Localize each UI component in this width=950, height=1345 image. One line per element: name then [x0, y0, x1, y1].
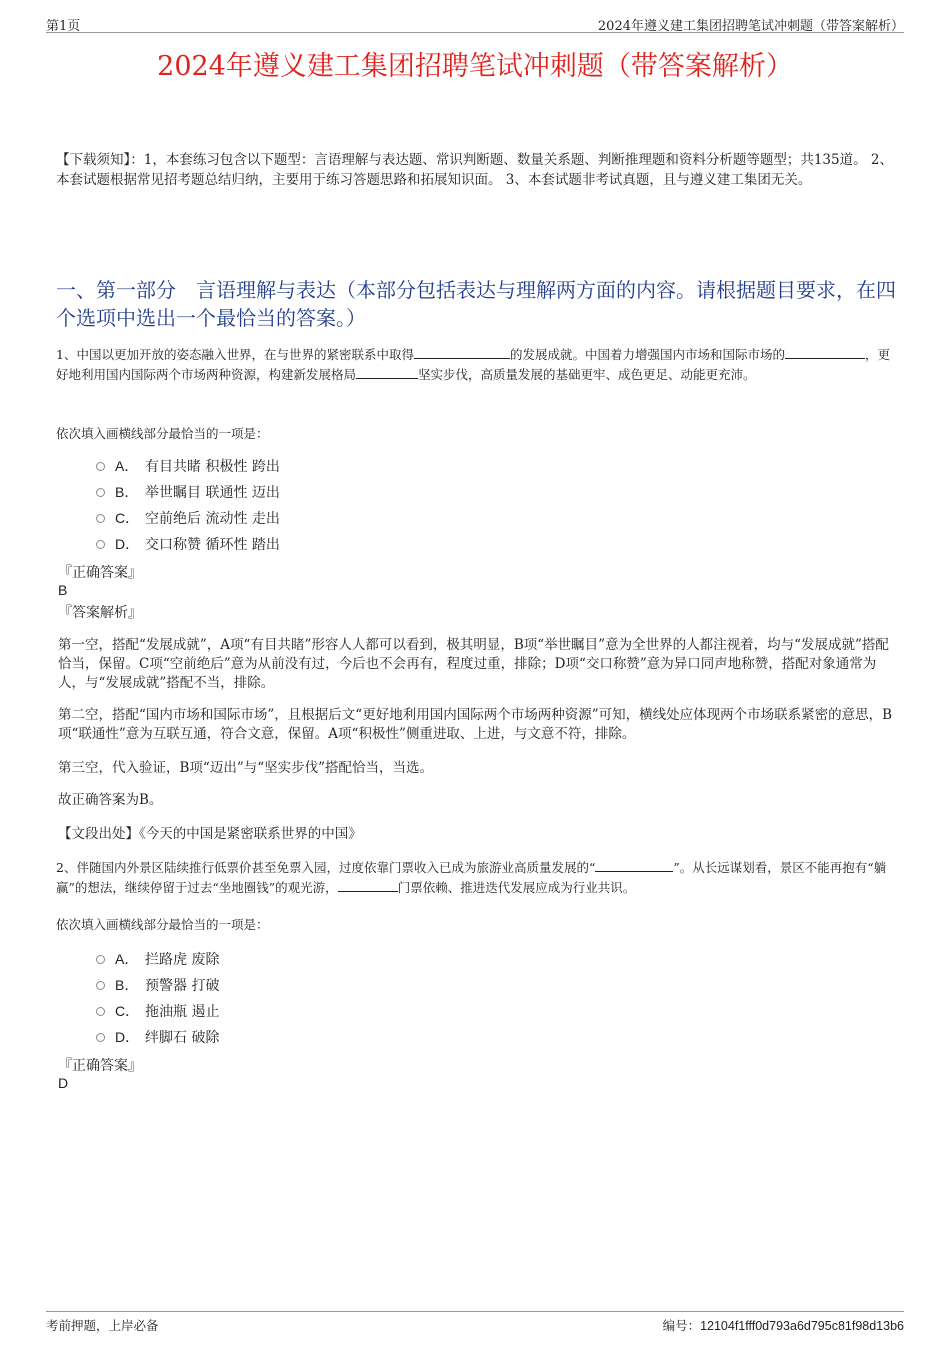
option-b[interactable]: B． 举世瞩目 联通性 迈出: [96, 479, 280, 505]
header-doc-title: 2024年遵义建工集团招聘笔试冲刺题（带答案解析）: [597, 19, 904, 34]
radio-icon[interactable]: [96, 1033, 105, 1042]
option-b[interactable]: B． 预警器 打破: [96, 972, 219, 998]
option-d[interactable]: D． 交口称赞 循环性 踏出: [96, 531, 280, 557]
question-1-prompt: 依次填入画横线部分最恰当的一项是：: [56, 426, 269, 441]
blank: [356, 366, 418, 379]
download-notice: 【下载须知】：1，本套练习包含以下题型：言语理解与表达题、常识判断题、数量关系题、判断推理题和资料分析题等题型；共135道。 2、本套试题根据常见招考题总结归纳，主要用于练习答题思路和拓展知识面。 3、本套试题非考试真题，且与遵义建工集团无关。: [56, 152, 893, 188]
radio-icon[interactable]: [96, 1007, 105, 1016]
question-2-options: [96, 946, 219, 1050]
radio-icon[interactable]: [96, 981, 105, 990]
option-d[interactable]: D． 绊脚石 破除: [96, 1024, 219, 1050]
radio-icon[interactable]: [96, 955, 105, 964]
radio-icon[interactable]: [96, 514, 105, 523]
correct-answer-label: 『正确答案』: [58, 565, 142, 581]
analysis-paragraph-2: 第二空，搭配“国内市场和国际市场”，且根据后文“更好地利用国内国际两个市场两种资源”可知，横线处应体现两个市场联系紧密的意思，B项“联通性”意为互联互通，符合文意，保留。A项“积极性”侧重进取、上进，与文意不符，排除。: [58, 707, 893, 742]
correct-answer: B: [58, 582, 68, 598]
option-c[interactable]: C． 拖油瓶 遏止: [96, 998, 219, 1024]
question-1-stem: 1、中国以更加开放的姿态融入世界，在与世界的紧密联系中取得 的发展成就。中国着力增强国内市场和国际市场的 ，更好地利用国内国际两个市场两种资源，构建新发展格局 坚实步伐，高质量发展的基础更牢、成色更足、动能更充沛。: [56, 347, 890, 382]
analysis-label: 『答案解析』: [58, 605, 142, 621]
document-title: 2024年遵义建工集团招聘笔试冲刺题（带答案解析）: [157, 51, 793, 82]
correct-answer-label: 『正确答案』: [58, 1058, 142, 1074]
blank: [785, 346, 865, 359]
blank: [414, 346, 510, 359]
page-footer: [46, 1311, 904, 1332]
analysis-conclusion: 故正确答案为B。: [58, 792, 163, 808]
footer-slogan: 考前押题，上岸必备: [46, 1318, 159, 1333]
option-c[interactable]: C． 空前绝后 流动性 走出: [96, 505, 280, 531]
blank: [338, 879, 398, 892]
radio-icon[interactable]: [96, 488, 105, 497]
analysis-paragraph-3: 第三空，代入验证，B项“迈出”与“坚实步伐”搭配恰当，当选。: [58, 760, 434, 776]
question-2-prompt: 依次填入画横线部分最恰当的一项是：: [56, 917, 269, 932]
section-title: 一、第一部分 言语理解与表达（本部分包括表达与理解两方面的内容。请根据题目要求，在四个选项中选出一个最恰当的答案。）: [56, 278, 896, 330]
option-a[interactable]: A． 有目共睹 积极性 跨出: [96, 453, 280, 479]
document-code: 编号：12104f1fff0d793a6d795c81f98d13b6: [662, 1318, 904, 1333]
question-1-options: [96, 453, 280, 557]
question-2-stem: 2、伴随国内外景区陆续推行低票价甚至免票入园，过度依靠门票收入已成为旅游业高质量发展的“ ”。从长远谋划看，景区不能再抱有“躺赢”的想法，继续停留于过去“坐地圈钱”的观光游， 门票依赖、推进迭代发展应成为行业共识。: [56, 860, 887, 895]
radio-icon[interactable]: [96, 540, 105, 549]
blank: [595, 859, 673, 872]
analysis-paragraph-1: 第一空，搭配“发展成就”，A项“有目共睹”形容人人都可以看到，极其明显，B项“举世瞩目”意为全世界的人都注视着，均与“发展成就”搭配恰当，保留。C项“空前绝后”意为从前没有过，今后也不会再有，程度过重，排除；D项“交口称赞”意为异口同声地称赞，搭配对象通常为人，与“发展成就”搭配不当，排除。: [58, 637, 889, 691]
correct-answer: D: [58, 1075, 69, 1091]
source-note: 【文段出处】《今天的中国是紧密联系世界的中国》: [58, 826, 362, 842]
page-number: 第1页: [46, 19, 81, 34]
option-a[interactable]: A． 拦路虎 废除: [96, 946, 219, 972]
page-header: [46, 12, 904, 33]
radio-icon[interactable]: [96, 462, 105, 471]
